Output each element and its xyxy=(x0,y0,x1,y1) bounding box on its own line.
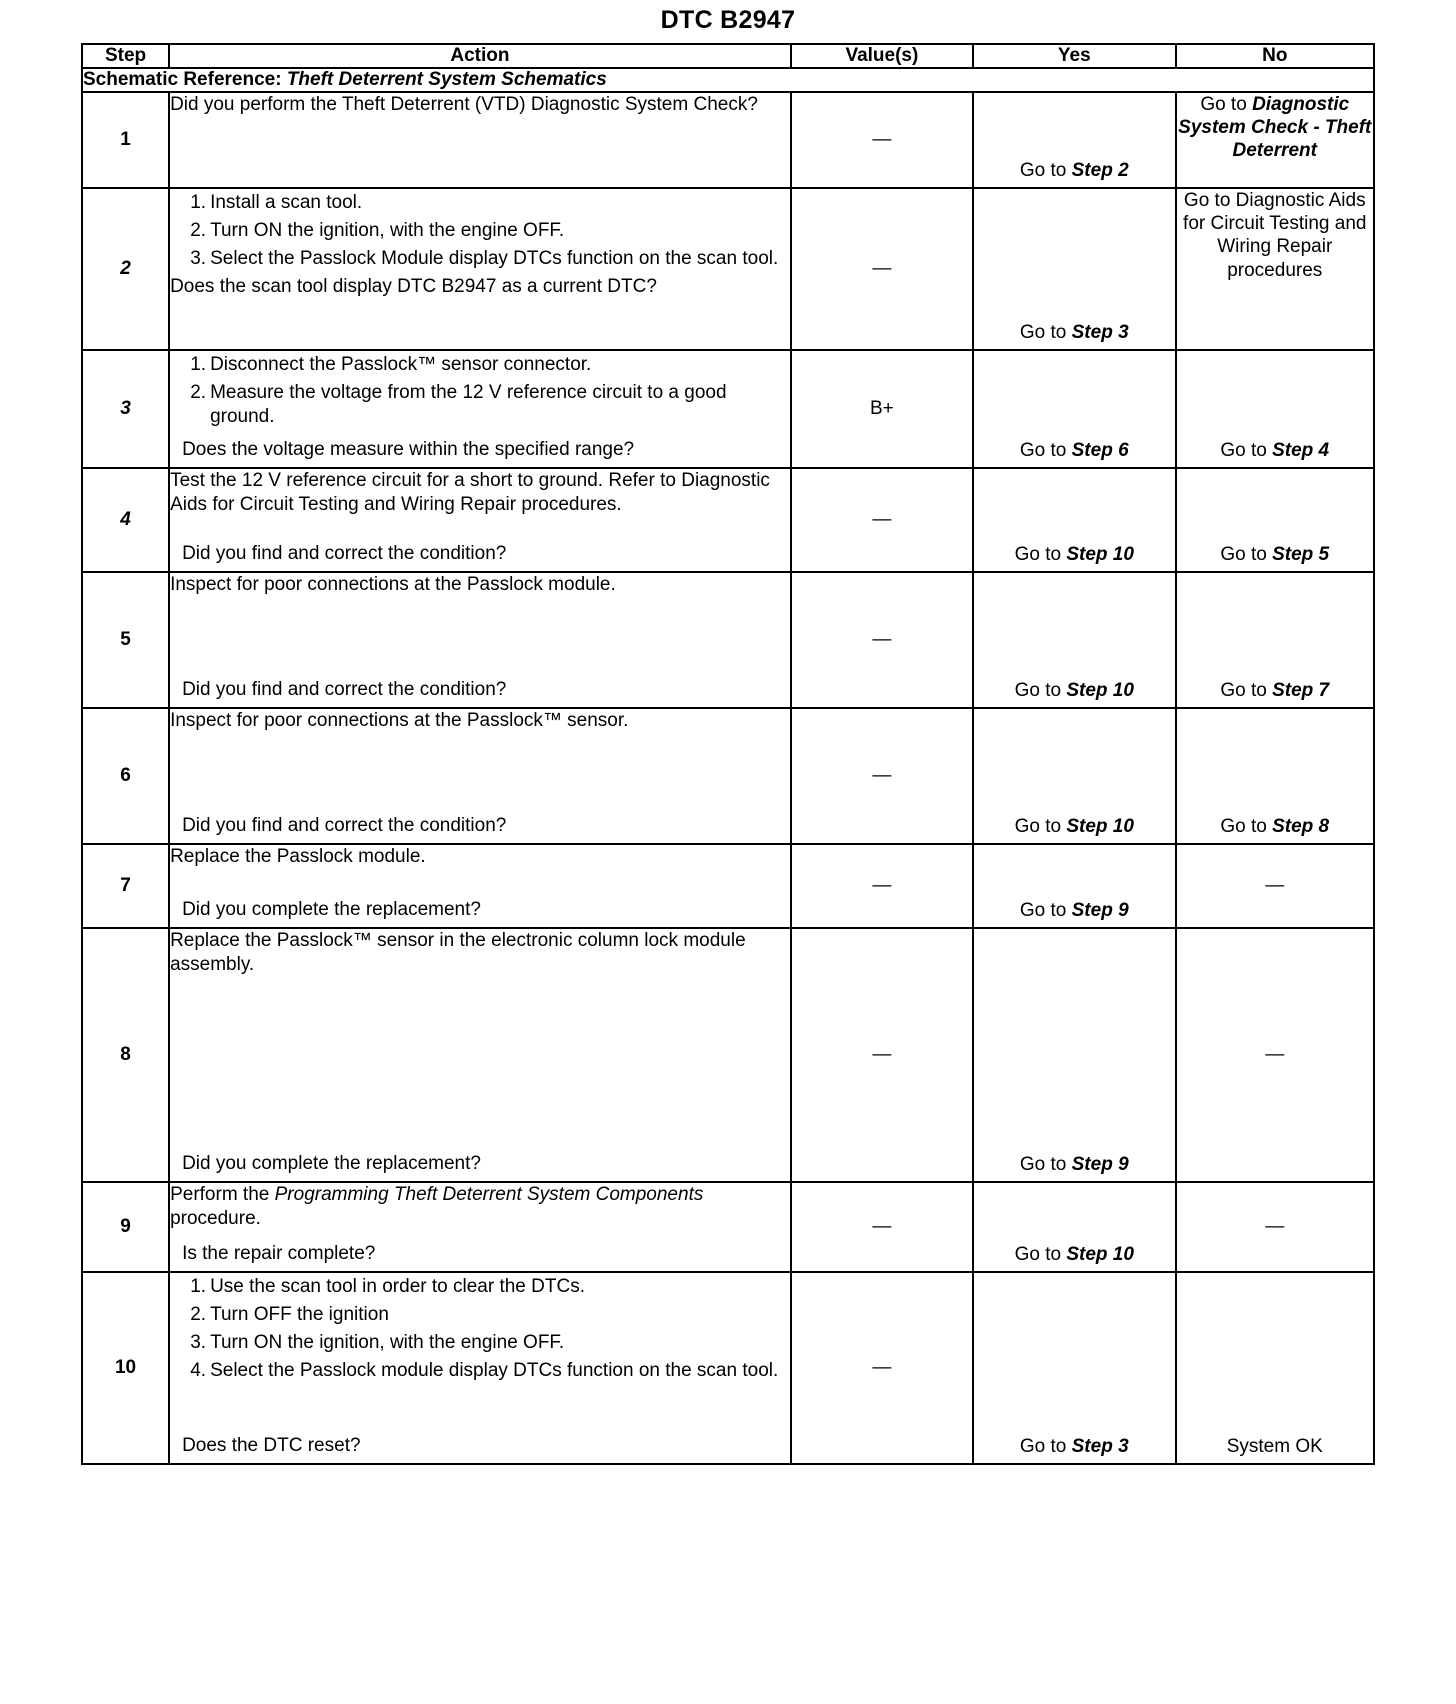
action-text: Inspect for poor connections at the Passlock module. xyxy=(170,574,616,595)
row-value xyxy=(791,188,973,350)
row-no xyxy=(1176,350,1374,468)
page-title: DTC B2947 xyxy=(660,6,796,34)
no-goto: Go to Diagnostic System Check - Theft Deterrent xyxy=(1178,94,1372,162)
row-yes xyxy=(973,708,1176,844)
row-step-number: 10 xyxy=(82,1272,169,1464)
row-action xyxy=(169,1272,791,1464)
action-question: Does the scan tool display DTC B2947 as a current DTC? xyxy=(170,275,657,297)
row-action xyxy=(169,1182,791,1272)
value-text: — xyxy=(872,1357,892,1378)
yes-goto: Go to Step 10 xyxy=(1014,816,1134,837)
no-text: — xyxy=(1265,1044,1285,1065)
row-yes xyxy=(973,1182,1176,1272)
row-value xyxy=(791,844,973,928)
yes-goto: Go to Step 9 xyxy=(1019,1154,1129,1175)
list-item: Select the Passlock Module display DTCs function on the scan tool. xyxy=(210,247,779,269)
no-goto: Go to Step 5 xyxy=(1220,544,1330,565)
action-text: Replace the Passlock module. xyxy=(170,846,426,867)
row-no xyxy=(1176,844,1374,928)
yes-goto: Go to Step 10 xyxy=(1014,1244,1134,1265)
action-question: Does the DTC reset? xyxy=(182,1435,361,1457)
table-header-row xyxy=(82,44,1374,68)
row-no xyxy=(1176,1272,1374,1464)
row-step-number: 1 xyxy=(82,92,169,188)
list-item: Measure the voltage from the 12 V reference circuit to a good ground. xyxy=(210,381,727,427)
row-action xyxy=(169,188,791,350)
row-yes xyxy=(973,572,1176,708)
row-no xyxy=(1176,708,1374,844)
row-value xyxy=(791,708,973,844)
list-item: Turn ON the ignition, with the engine OFF. xyxy=(210,219,565,241)
row-step-number: 3 xyxy=(82,350,169,468)
row-action xyxy=(169,468,791,572)
no-goto: Go to Step 7 xyxy=(1220,680,1330,701)
row-step-number: 7 xyxy=(82,844,169,928)
row-no xyxy=(1176,1182,1374,1272)
list-item: Turn OFF the ignition xyxy=(210,1303,389,1325)
action-text: Did you perform the Theft Deterrent (VTD) Diagnostic System Check? xyxy=(170,94,758,115)
row-step-number: 6 xyxy=(82,708,169,844)
row-action xyxy=(169,708,791,844)
table-row xyxy=(82,350,1374,468)
action-text: Inspect for poor connections at the Passlock™ sensor. xyxy=(170,710,629,731)
row-value xyxy=(791,92,973,188)
table-row xyxy=(82,92,1374,188)
value-text: — xyxy=(872,765,892,786)
row-yes xyxy=(973,1272,1176,1464)
row-action xyxy=(169,572,791,708)
value-text: — xyxy=(872,875,892,896)
row-action xyxy=(169,928,791,1182)
value-text: — xyxy=(872,1216,892,1237)
row-yes xyxy=(973,350,1176,468)
row-yes xyxy=(973,844,1176,928)
action-step-list xyxy=(170,191,790,271)
no-goto: Go to Step 4 xyxy=(1220,440,1330,461)
row-step-number: 2 xyxy=(82,188,169,350)
row-no xyxy=(1176,572,1374,708)
no-text: System OK xyxy=(1226,1436,1323,1457)
column-header-no: No xyxy=(1176,44,1374,68)
row-yes xyxy=(973,92,1176,188)
diagnostic-table xyxy=(81,43,1375,1465)
action-text: Replace the Passlock™ sensor in the electronic column lock module assembly. xyxy=(170,930,746,975)
action-question: Did you find and correct the condition? xyxy=(182,815,507,837)
no-text: Go to Diagnostic Aids for Circuit Testing and Wiring Repair procedures xyxy=(1183,190,1367,281)
column-header-yes: Yes xyxy=(973,44,1176,68)
row-value xyxy=(791,350,973,468)
value-text: B+ xyxy=(870,398,894,419)
action-question: Did you complete the replacement? xyxy=(182,899,481,921)
value-text: — xyxy=(872,509,892,530)
action-question: Is the repair complete? xyxy=(182,1243,376,1265)
table-row xyxy=(82,188,1374,350)
row-step-number: 5 xyxy=(82,572,169,708)
row-value xyxy=(791,928,973,1182)
list-item: Select the Passlock module display DTCs function on the scan tool. xyxy=(210,1359,779,1381)
column-header-step: Step xyxy=(82,44,169,68)
schematic-reference-label: Schematic Reference: xyxy=(83,69,282,90)
action-step-list xyxy=(170,1275,790,1383)
list-item: Install a scan tool. xyxy=(210,192,363,213)
row-value xyxy=(791,1182,973,1272)
yes-goto: Go to Step 10 xyxy=(1014,544,1134,565)
yes-goto: Go to Step 9 xyxy=(1019,900,1129,921)
value-text: — xyxy=(872,1044,892,1065)
row-yes xyxy=(973,188,1176,350)
no-goto: Go to Step 8 xyxy=(1220,816,1330,837)
yes-goto: Go to Step 6 xyxy=(1019,440,1129,461)
row-no xyxy=(1176,468,1374,572)
schematic-reference-row xyxy=(82,68,1374,92)
table-row xyxy=(82,928,1374,1182)
table-row xyxy=(82,572,1374,708)
table-row xyxy=(82,468,1374,572)
row-action xyxy=(169,350,791,468)
row-yes xyxy=(973,468,1176,572)
action-text: Perform the Programming Theft Deterrent System Components procedure. xyxy=(170,1184,704,1229)
row-no xyxy=(1176,928,1374,1182)
no-text: — xyxy=(1265,875,1285,896)
row-no xyxy=(1176,188,1374,350)
list-item: Use the scan tool in order to clear the DTCs. xyxy=(210,1276,585,1297)
yes-goto: Go to Step 3 xyxy=(1019,1436,1129,1457)
table-row xyxy=(82,1182,1374,1272)
row-step-number: 9 xyxy=(82,1182,169,1272)
yes-goto: Go to Step 3 xyxy=(1019,322,1129,343)
no-text: — xyxy=(1265,1216,1285,1237)
value-text: — xyxy=(872,629,892,650)
row-yes xyxy=(973,928,1176,1182)
table-row xyxy=(82,844,1374,928)
row-no xyxy=(1176,92,1374,188)
action-question: Did you find and correct the condition? xyxy=(182,679,507,701)
row-step-number: 8 xyxy=(82,928,169,1182)
row-step-number: 4 xyxy=(82,468,169,572)
value-text: — xyxy=(872,129,892,150)
action-step-list xyxy=(170,353,790,429)
table-row xyxy=(82,1272,1374,1464)
list-item: Disconnect the Passlock™ sensor connector. xyxy=(210,354,592,375)
list-item: Turn ON the ignition, with the engine OFF. xyxy=(210,1331,565,1353)
column-header-action: Action xyxy=(169,44,791,68)
yes-goto: Go to Step 10 xyxy=(1014,680,1134,701)
table-row xyxy=(82,708,1374,844)
action-question: Did you complete the replacement? xyxy=(182,1153,481,1175)
action-question: Does the voltage measure within the specified range? xyxy=(182,439,635,461)
row-value xyxy=(791,468,973,572)
column-header-values: Value(s) xyxy=(791,44,973,68)
schematic-reference-value: Theft Deterrent System Schematics xyxy=(286,69,607,90)
yes-goto: Go to Step 2 xyxy=(1019,160,1129,181)
action-question: Did you find and correct the condition? xyxy=(182,543,507,565)
row-action xyxy=(169,844,791,928)
row-value xyxy=(791,572,973,708)
row-action xyxy=(169,92,791,188)
action-text: Test the 12 V reference circuit for a short to ground. Refer to Diagnostic Aids for Circuit Testing and Wiring Repair procedures. xyxy=(170,470,770,515)
value-text: — xyxy=(872,258,892,279)
schematic-reference-cell xyxy=(82,68,1374,92)
row-value xyxy=(791,1272,973,1464)
